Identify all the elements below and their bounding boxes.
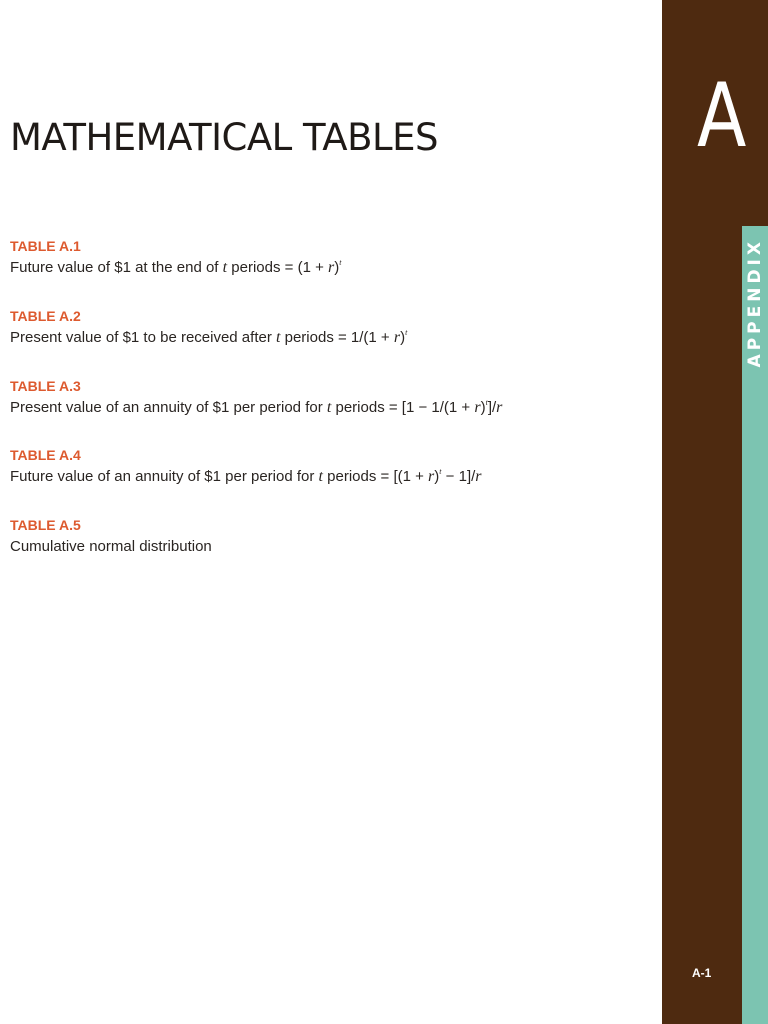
table-label: TABLE A.4	[10, 447, 81, 463]
table-label: TABLE A.2	[10, 308, 81, 324]
table-label: TABLE A.5	[10, 517, 81, 533]
table-entry-a1	[10, 238, 650, 277]
page-title: MATHEMATICAL TABLES	[10, 116, 438, 159]
appendix-label-text: APPENDIX	[745, 238, 765, 368]
table-entry-a2	[10, 308, 650, 347]
table-description: Cumulative normal distribution	[10, 538, 212, 555]
table-entry-a3	[10, 378, 650, 417]
table-description: Future value of $1 at the end of t periods = $(1 + r)^t$	[10, 258, 342, 276]
table-entry-a4	[10, 447, 650, 486]
page-number: A-1	[692, 966, 712, 980]
table-description: Present value of $1 to be received after t periods = $1/(1 + r)^t$	[10, 328, 408, 346]
table-label: TABLE A.3	[10, 378, 81, 394]
table-description: Present value of an annuity of $1 per period for t periods = $[1 - 1/(1 + r)^t]/r$	[10, 398, 503, 416]
table-label: TABLE A.1	[10, 238, 81, 254]
appendix-letter: A	[697, 64, 747, 167]
table-entry-a5	[10, 517, 650, 556]
appendix-label	[742, 238, 768, 378]
table-description: Future value of an annuity of $1 per period for t periods = $[(1 + r)^t - 1]/r$	[10, 467, 482, 485]
